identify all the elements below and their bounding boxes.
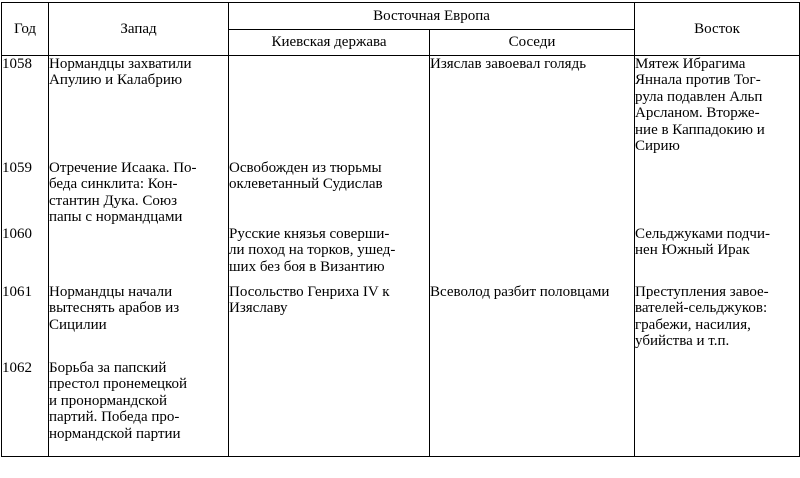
cell-text-line: Изяславу [229, 300, 288, 317]
cell-text-line: престол пронемецкой [49, 376, 188, 393]
cell-neighbors [430, 56, 635, 161]
cell-text-line: убийства и т.п. [635, 333, 730, 350]
cell-text-line: рула подавлен Альп [635, 88, 763, 105]
cell-kievan [229, 56, 430, 161]
header-kievan: Киевская держава [229, 30, 430, 56]
cell-year: 1058 [2, 56, 49, 161]
cell-text-line: беда синклита: Кон- [49, 176, 178, 193]
cell-text-line: Апулию и Калабрию [49, 72, 183, 89]
cell-west [49, 360, 229, 457]
cell-east [635, 360, 800, 457]
cell-kievan [229, 160, 430, 226]
cell-text-line: партий. Победа про- [49, 409, 180, 426]
cell-text-line: Сицилии [49, 316, 107, 333]
header-west: Запад [49, 3, 229, 56]
chronology-table [1, 2, 800, 457]
cell-text-line: Освобожден из тюрьмы [229, 160, 382, 176]
cell-text-line: Всеволод разбит половцами [430, 284, 610, 300]
cell-text-line: Борьба за папский [49, 360, 167, 376]
cell-text-line: Нормандцы захватили [49, 56, 192, 72]
cell-neighbors [430, 160, 635, 226]
cell-kievan [229, 226, 430, 284]
cell-year: 1062 [2, 360, 49, 457]
cell-text-line: папы с нормандцами [49, 209, 183, 226]
cell-text-line: Яннала против Тог- [635, 72, 761, 89]
table-header [2, 3, 800, 56]
table-row [2, 160, 800, 226]
cell-year: 1060 [2, 226, 49, 284]
cell-text-line: Преступления завое- [635, 284, 769, 300]
header-neighbors: Соседи [430, 30, 635, 56]
cell-text-line: Отречение Исаака. По- [49, 160, 197, 176]
cell-west [49, 56, 229, 161]
cell-text-line: ли поход на торков, ушед- [229, 242, 396, 259]
cell-text-line: грабежи, насилия, [635, 316, 751, 333]
cell-text-line: Арсланом. Вторже- [635, 105, 760, 122]
table-row [2, 284, 800, 360]
cell-text-line: и пронормандской [49, 392, 168, 409]
cell-west [49, 284, 229, 360]
cell-neighbors [430, 284, 635, 360]
cell-text-line: ние в Каппадокию и [635, 121, 765, 138]
cell-east [635, 226, 800, 284]
cell-west [49, 226, 229, 284]
cell-year: 1061 [2, 284, 49, 360]
cell-text-line: вателей-сельджуков: [635, 300, 768, 317]
cell-text-line: нормандской партии [49, 425, 181, 442]
cell-kievan [229, 360, 430, 457]
cell-kievan [229, 284, 430, 360]
cell-text-line: Сирию [635, 138, 680, 155]
cell-neighbors [430, 360, 635, 457]
table-row [2, 360, 800, 457]
header-year: Год [2, 3, 49, 56]
header-east-europe: Восточная Европа [229, 3, 635, 30]
table-row [2, 226, 800, 284]
cell-east [635, 160, 800, 226]
cell-text-line: нен Южный Ирак [635, 242, 750, 259]
cell-text-line: вытеснять арабов из [49, 300, 180, 317]
cell-east [635, 284, 800, 360]
cell-east [635, 56, 800, 161]
cell-text-line: Русские князья соверши- [229, 226, 390, 242]
cell-text-line: Сельджуками подчи- [635, 226, 770, 242]
cell-year: 1059 [2, 160, 49, 226]
cell-text-line: Нормандцы начали [49, 284, 173, 300]
table-body [2, 56, 800, 457]
cell-text-line: ших без боя в Византию [229, 258, 385, 275]
table-row [2, 56, 800, 161]
cell-text-line: Мятеж Ибрагима [635, 56, 746, 72]
cell-text-line: Посольство Генриха IV к [229, 284, 390, 300]
cell-neighbors [430, 226, 635, 284]
cell-text-line: Изяслав завоевал голядь [430, 56, 587, 72]
header-east: Восток [635, 3, 800, 56]
cell-west [49, 160, 229, 226]
cell-text-line: оклеветанный Судислав [229, 176, 383, 193]
cell-text-line: стантин Дука. Союз [49, 192, 178, 209]
